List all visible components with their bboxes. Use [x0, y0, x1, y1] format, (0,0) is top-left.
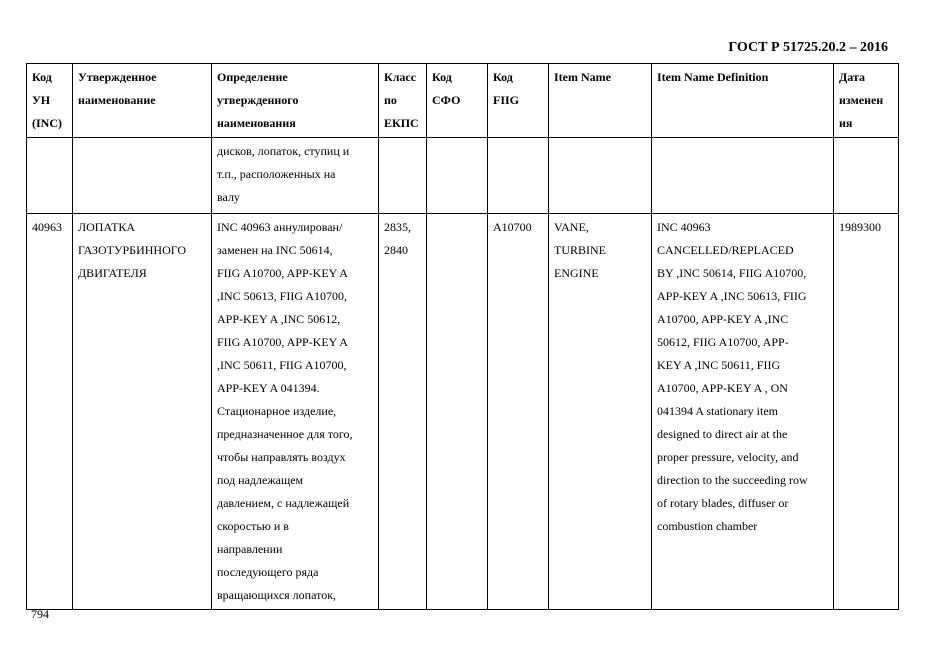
cell-item-name — [549, 138, 652, 214]
cell-sfo — [427, 138, 488, 214]
page-number: 794 — [31, 607, 49, 621]
column-header-sfo: Код СФО — [427, 64, 488, 138]
table-row-40963 — [27, 214, 899, 610]
cell-approved-name — [73, 138, 212, 214]
cell-inc: 40963 — [27, 214, 73, 610]
document-standard-header: ГОСТ Р 51725.20.2 – 2016 — [728, 40, 888, 55]
column-header-inc: Код УН (INC) — [27, 64, 73, 138]
catalog-table — [26, 63, 899, 610]
cell-definition: INC 40963 аннулирован/ заменен на INC 50614, FIIG A10700, APP-KEY A ,INC 50613, FIIG A10700, APP-KEY A ,INC 50612, FIIG A10700, APP-KEY A ,INC 50611, FIIG A10700, APP-KEY A 041394. Стационарное изделие, предназначенное для того, чтобы направлять воздух под надлежащем давлением, с надлежащей скоростью и в направлении последующего ряда вращающихся лопаток, — [212, 214, 379, 610]
cell-inc — [27, 138, 73, 214]
cell-date — [834, 138, 899, 214]
column-header-date: Дата изменен ия — [834, 64, 899, 138]
column-header-item-name-definition: Item Name Definition — [652, 64, 834, 138]
column-header-item-name: Item Name — [549, 64, 652, 138]
cell-fiig: A10700 — [488, 214, 549, 610]
cell-approved-name: ЛОПАТКА ГАЗОТУРБИННОГО ДВИГАТЕЛЯ — [73, 214, 212, 610]
cell-sfo — [427, 214, 488, 610]
cell-date: 1989300 — [834, 214, 899, 610]
cell-fiig — [488, 138, 549, 214]
column-header-fiig: Код FIIG — [488, 64, 549, 138]
table-header-row — [27, 64, 899, 138]
column-header-approved-name: Утвержденное наименование — [73, 64, 212, 138]
cell-item-name: VANE, TURBINE ENGINE — [549, 214, 652, 610]
cell-class — [379, 138, 427, 214]
column-header-definition: Определение утвержденного наименования — [212, 64, 379, 138]
column-header-class: Класс по ЕКПС — [379, 64, 427, 138]
cell-definition: дисков, лопаток, ступиц и т.п., расположенных на валу — [212, 138, 379, 214]
cell-class: 2835, 2840 — [379, 214, 427, 610]
cell-item-name-definition — [652, 138, 834, 214]
cell-item-name-definition: INC 40963 CANCELLED/REPLACED BY ,INC 50614, FIIG A10700, APP-KEY A ,INC 50613, FIIG A10700, APP-KEY A ,INC 50612, FIIG A10700, APP- KEY A ,INC 50611, FIIG A10700, APP-KEY A , ON 041394 A stationary item designed to direct air at the proper pressure, velocity, and direction to the succeeding row of rotary blades, diffuser or combustion chamber — [652, 214, 834, 610]
table-row-continuation — [27, 138, 899, 214]
